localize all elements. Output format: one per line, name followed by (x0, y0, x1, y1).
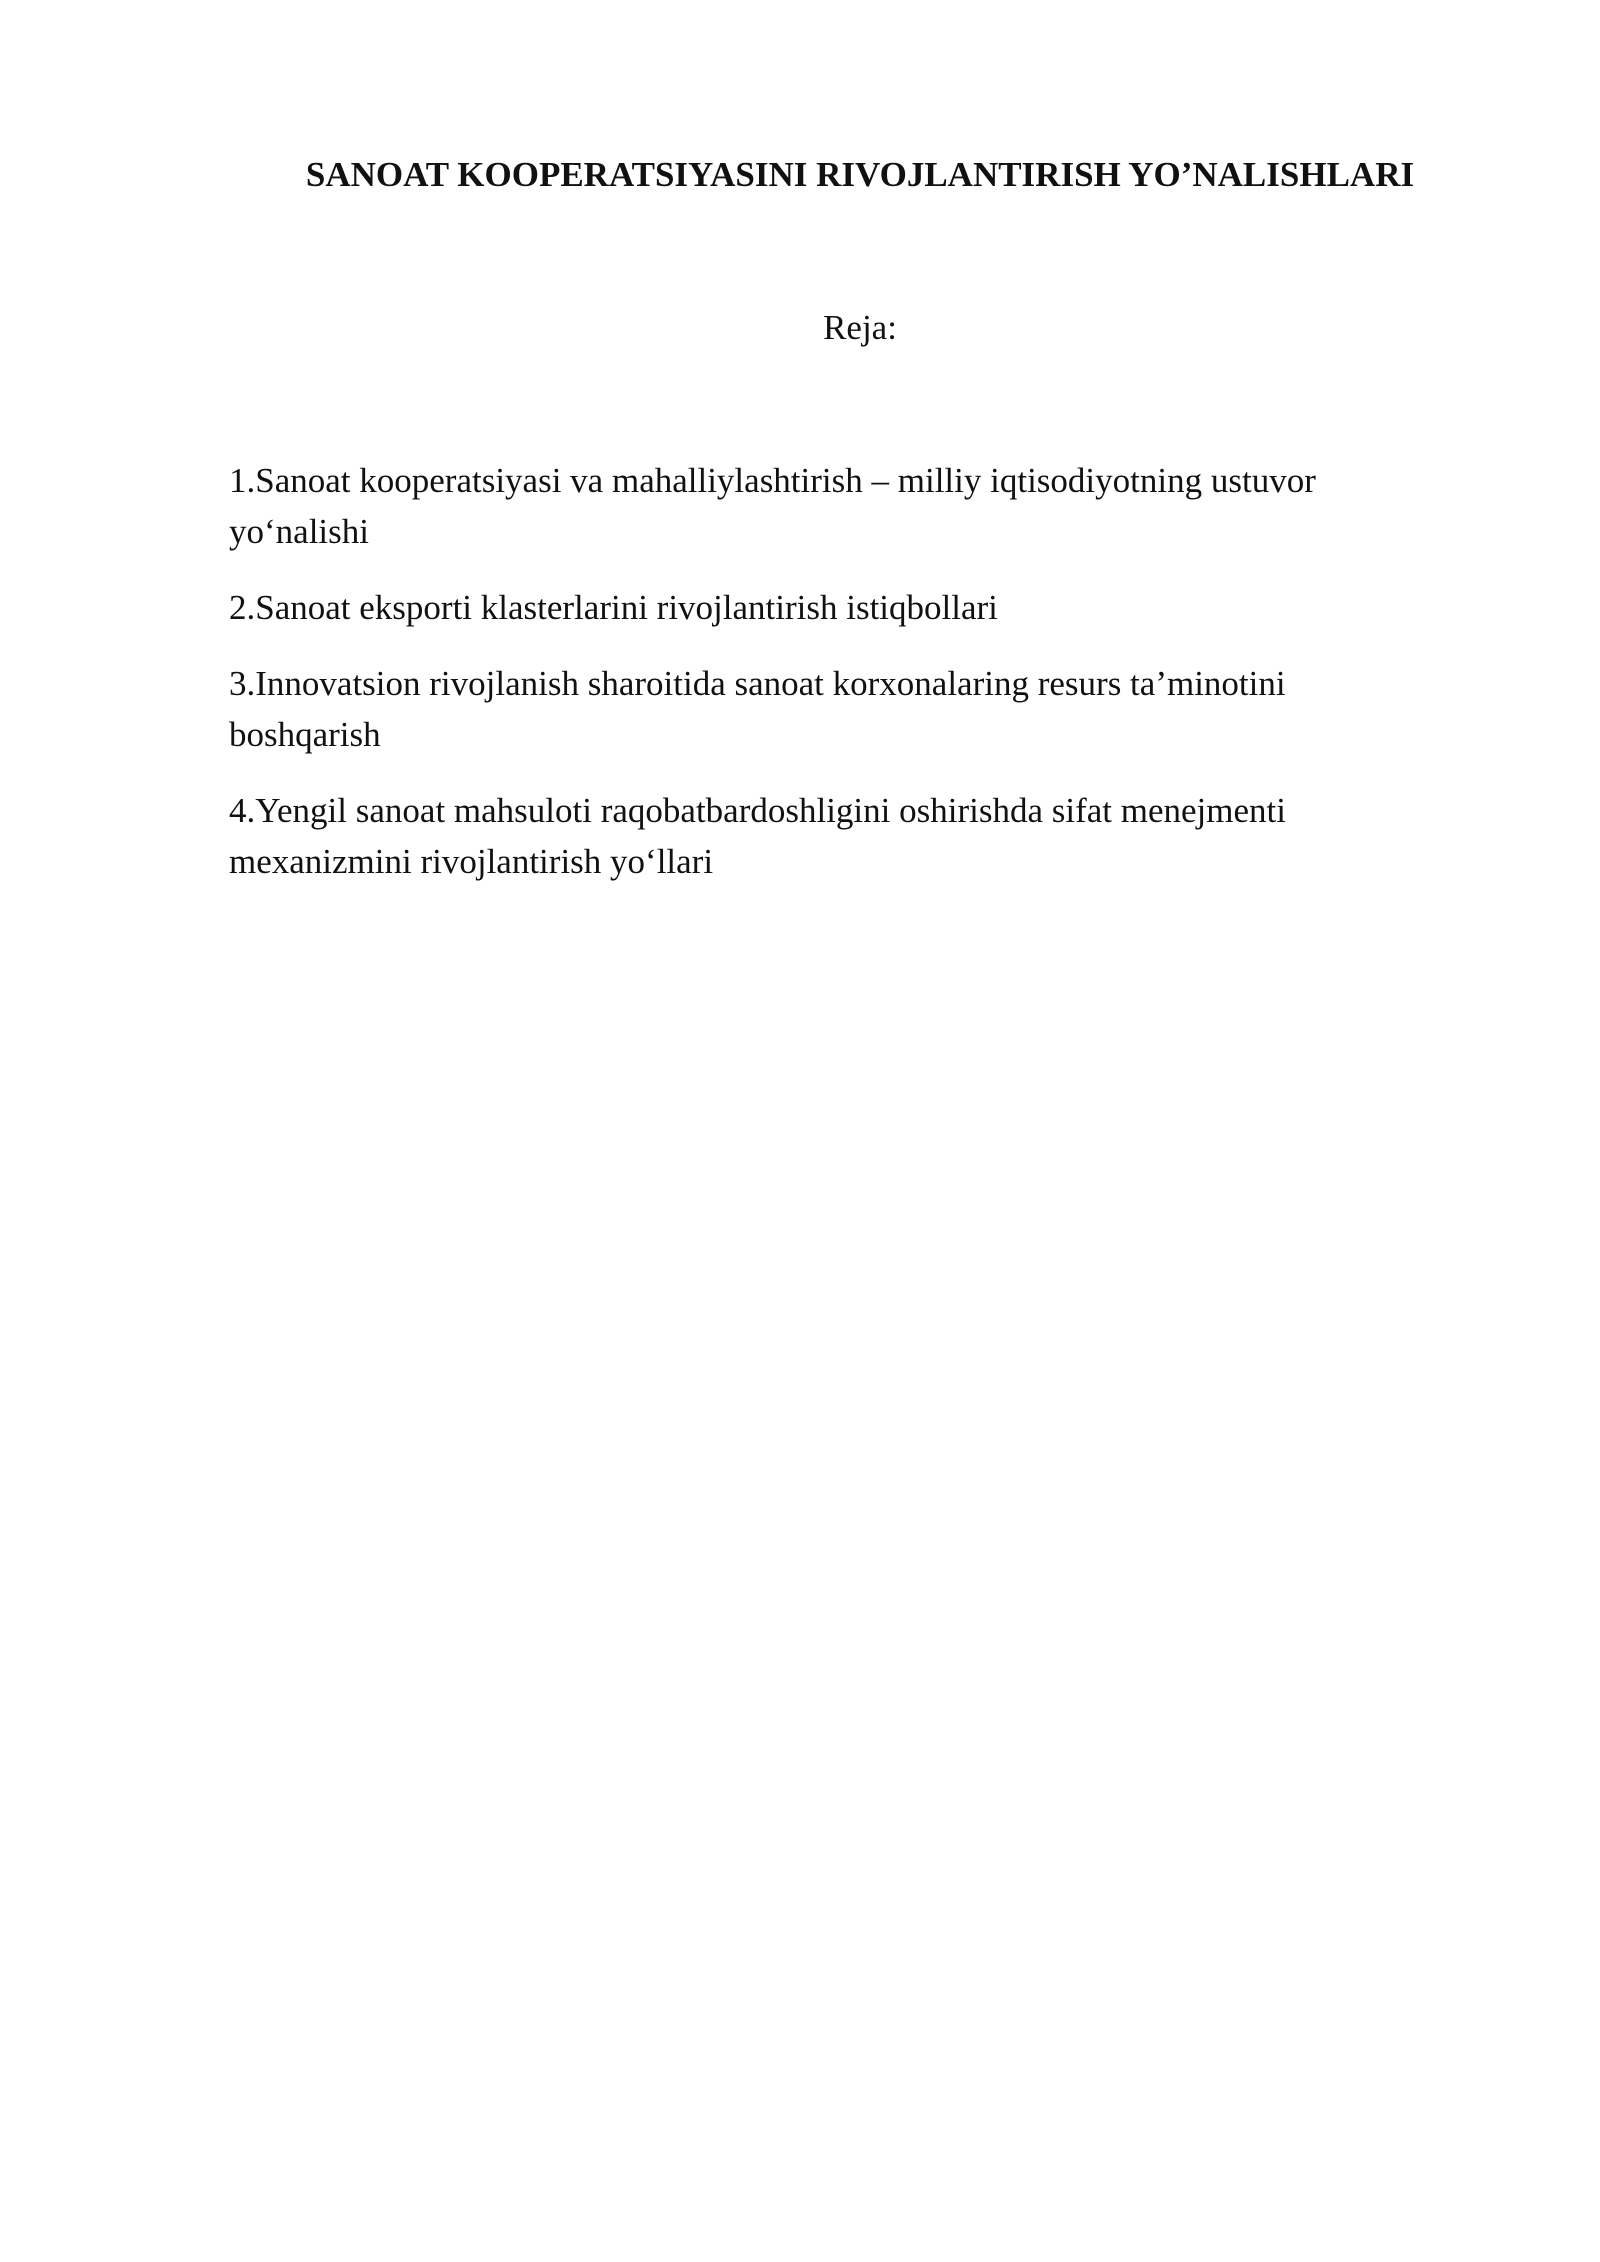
plan-item-3: 3.Innovatsion rivojlanish sharoitida sanoat korxonalaring resurs ta’minotini boshqarish (229, 664, 1286, 754)
plan-item-2: 2.Sanoat eksporti klasterlarini rivojlantirish istiqbollari (229, 588, 998, 627)
page-title: SANOAT KOOPERATSIYASINI RIVOJLANTIRISH YO’NALISHLARI (305, 155, 1415, 194)
plan-heading: Reja: (823, 308, 897, 347)
plan-item-1: 1.Sanoat kooperatsiyasi va mahalliylashtirish – milliy iqtisodiyotning ustuvor yo‘nalishi (229, 461, 1316, 551)
plan-list (229, 455, 1429, 912)
plan-item-4: 4.Yengil sanoat mahsuloti raqobatbardoshligini oshirishda sifat menejmenti mexanizmini rivojlantirish yo‘llari (229, 791, 1286, 881)
